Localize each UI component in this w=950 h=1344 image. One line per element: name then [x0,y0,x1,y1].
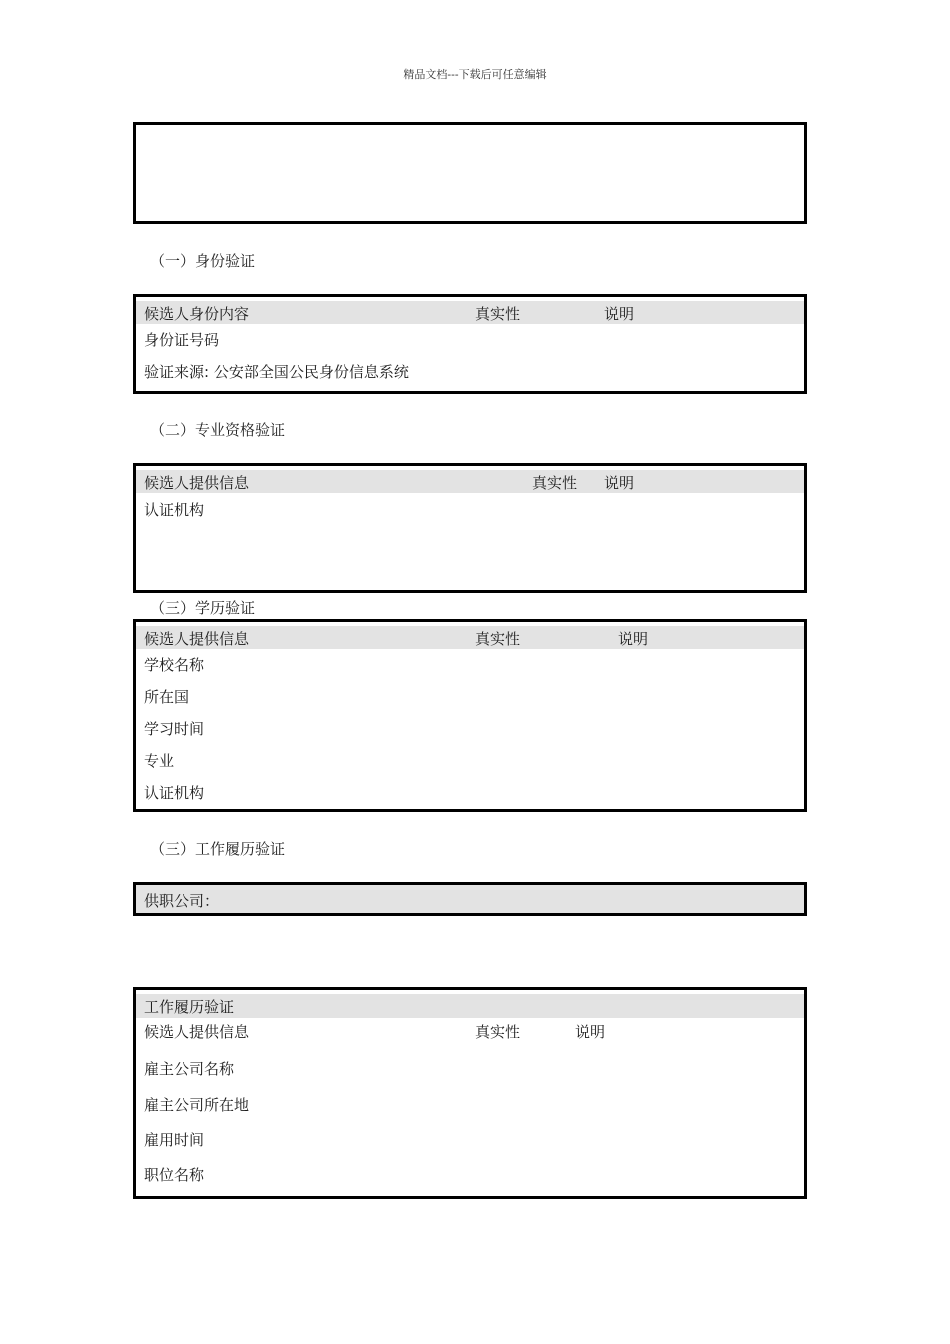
table-title: 工作履历验证 [144,998,235,1016]
row-employer-name: 雇主公司名称 [144,1060,235,1078]
section-title-work: （三）工作履历验证 [150,840,286,858]
col-header-info: 候选人提供信息 [144,474,250,492]
row-study-time: 学习时间 [144,720,205,738]
row-school-name: 学校名称 [144,656,205,674]
row-id-number: 身份证号码 [144,331,220,349]
table-title-row [136,994,804,1018]
row-employer-location: 雇主公司所在地 [144,1096,250,1114]
section-title-education: （三）学历验证 [150,599,256,617]
row-employment-time: 雇用时间 [144,1131,205,1149]
col-header-note: 说明 [604,474,635,492]
page-header: 精品文档---下载后可任意编辑 [403,68,547,81]
company-box [133,882,807,916]
blank-box [133,122,807,224]
col-header-note: 说明 [618,630,649,648]
row-major: 专业 [144,752,175,770]
row-cert-body: 认证机构 [144,501,205,519]
section-title-identity: （一）身份验证 [150,252,256,270]
col-header-note: 说明 [604,305,635,323]
education-table [133,619,807,812]
identity-table [133,294,807,394]
col-header-content: 候选人身份内容 [144,305,250,323]
row-country: 所在国 [144,688,190,706]
col-header-authenticity: 真实性 [475,1023,521,1041]
company-label: 供职公司： [144,892,220,910]
row-cert-body: 认证机构 [144,784,205,802]
col-header-info: 候选人提供信息 [144,630,250,648]
col-header-info: 候选人提供信息 [144,1023,250,1041]
col-header-authenticity: 真实性 [475,305,521,323]
work-table [133,987,807,1199]
col-header-authenticity: 真实性 [532,474,578,492]
row-verify-source: 验证来源: 公安部全国公民身份信息系统 [144,363,409,381]
col-header-authenticity: 真实性 [475,630,521,648]
section-title-qualification: （二）专业资格验证 [150,421,286,439]
col-header-note: 说明 [575,1023,606,1041]
qualification-table [133,463,807,593]
row-position-name: 职位名称 [144,1166,205,1184]
